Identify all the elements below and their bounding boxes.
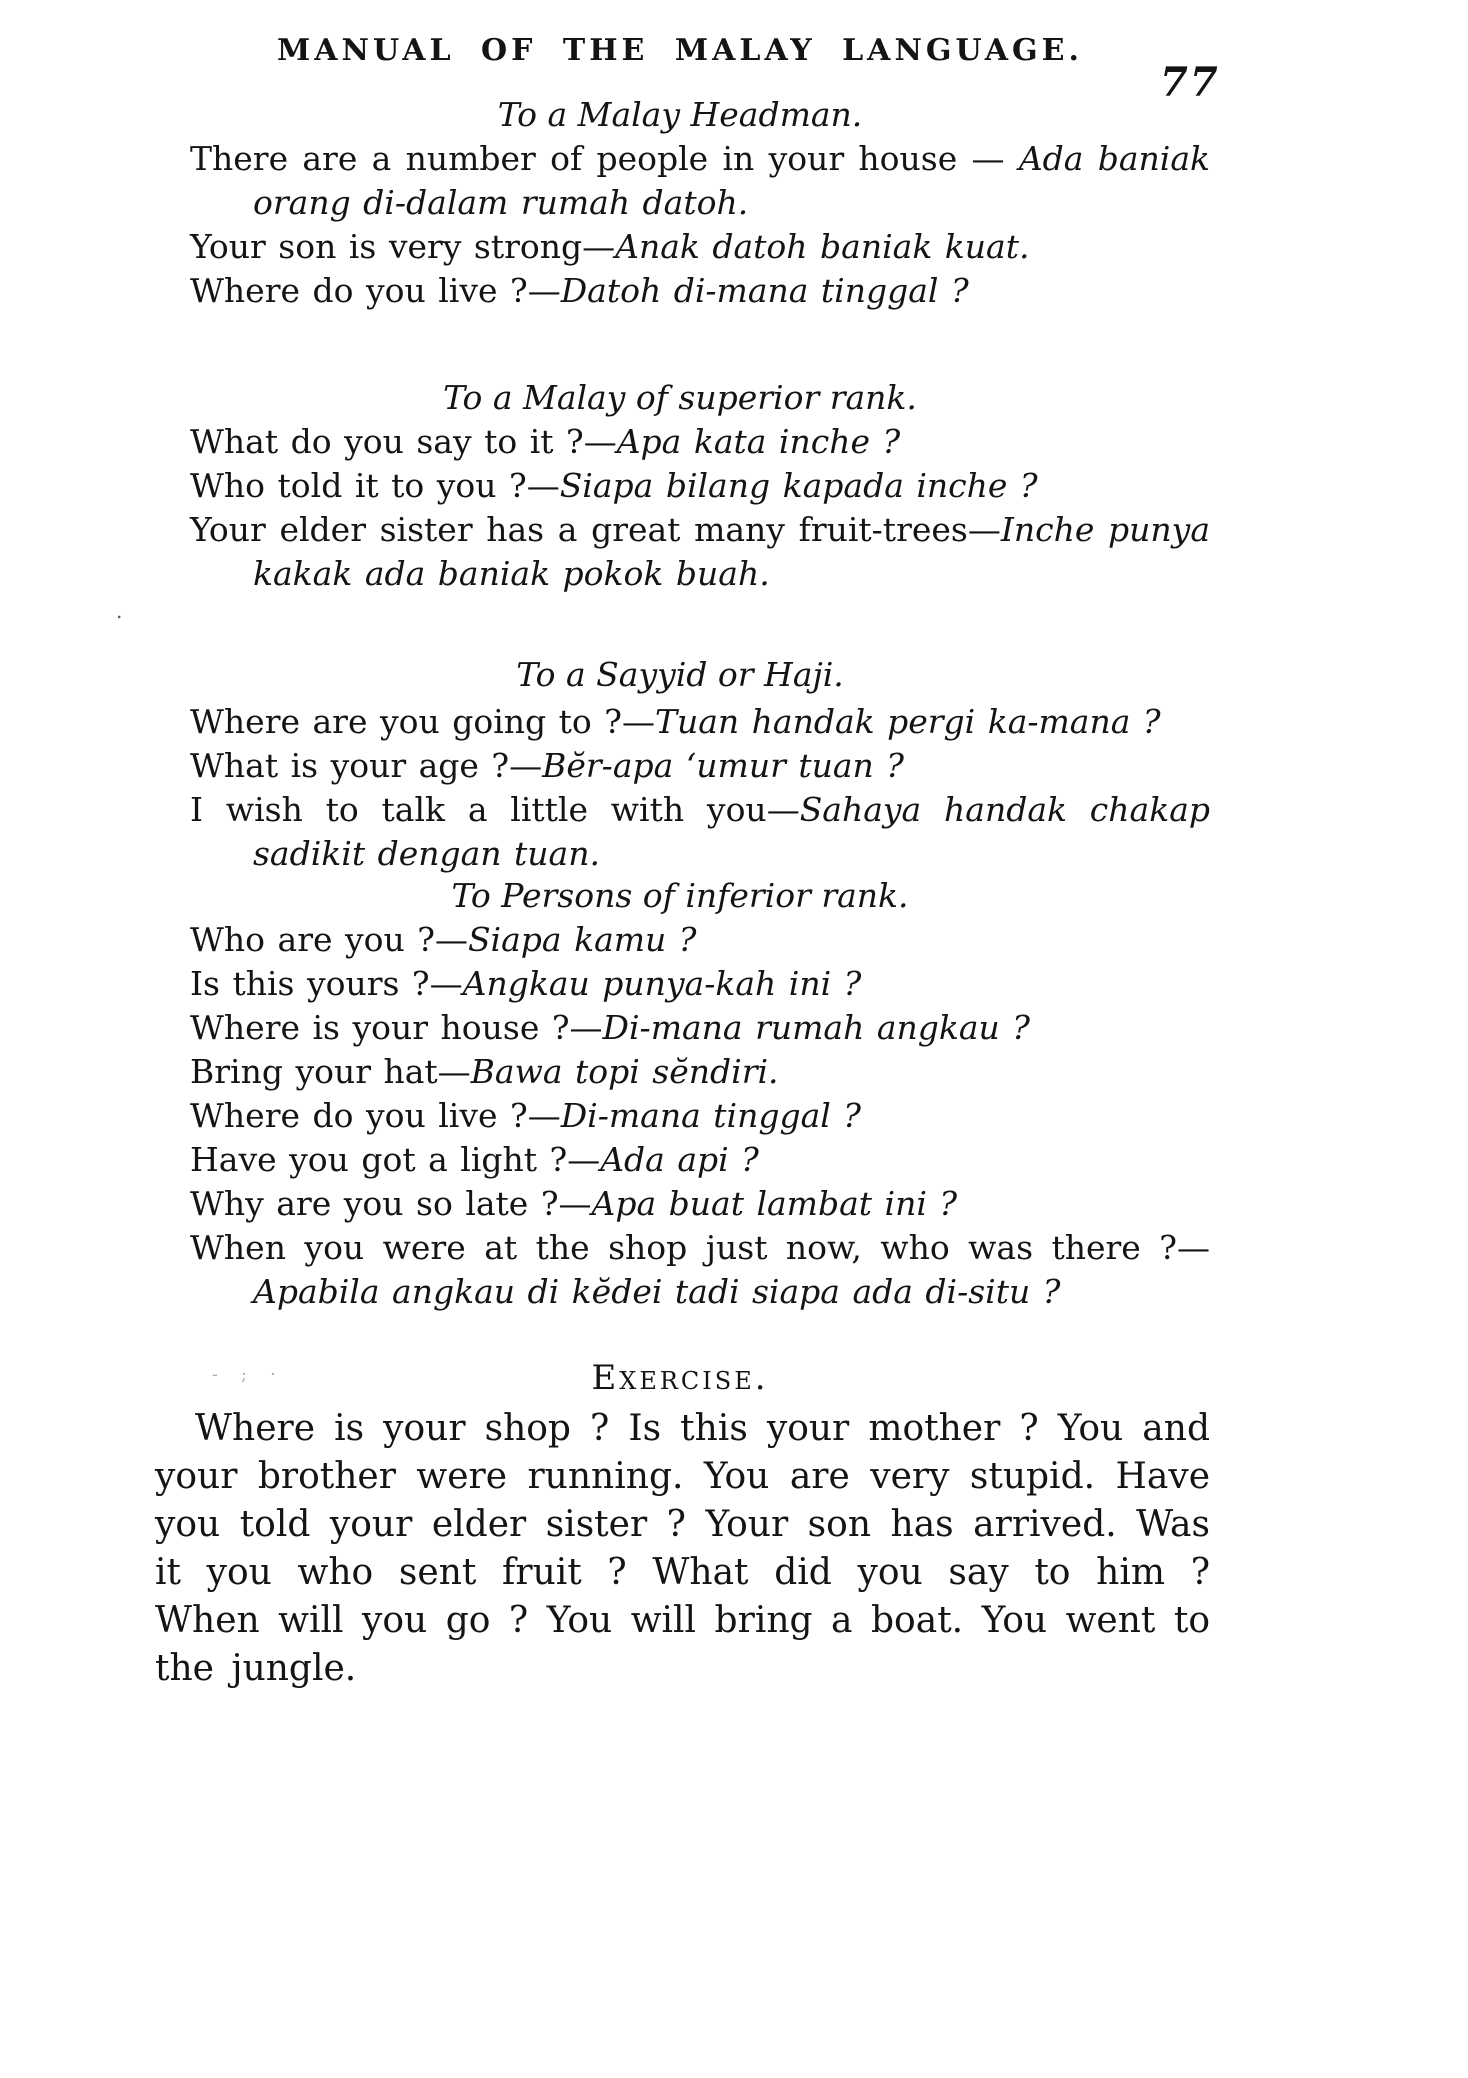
malay-phrase: Ada baniak orang di-dalam rumah datoh. (253, 139, 1211, 222)
malay-phrase: Inche punya kakak ada baniak pokok buah. (253, 510, 1210, 593)
english-phrase: There are a number of people in your house — (190, 139, 1019, 178)
phrase-line (190, 137, 1210, 225)
english-phrase: Why are you so late ?— (190, 1184, 592, 1223)
malay-phrase: Siapa bilang kapada inche ? (559, 466, 1038, 505)
scan-artifact-dot: . (116, 599, 123, 623)
malay-phrase: Datoh di-mana tinggal ? (560, 271, 969, 310)
malay-phrase: Ada api ? (600, 1140, 759, 1179)
english-phrase: Who told it to you ?— (190, 466, 560, 505)
phrase-list-inferior-rank (190, 918, 1210, 1314)
malay-phrase: Bawa topi sĕndiri. (470, 1052, 779, 1091)
english-phrase: Who are you ?— (190, 920, 468, 959)
malay-phrase: Di-mana tinggal ? (560, 1096, 861, 1135)
english-phrase: Your son is very strong— (190, 227, 616, 266)
malay-phrase: Siapa kamu ? (467, 920, 697, 959)
phrase-line (190, 225, 1210, 269)
malay-phrase: Apabila angkau di kĕdei tadi siapa ada di-situ ? (253, 1272, 1061, 1311)
phrase-line (190, 464, 1210, 508)
english-phrase: What do you say to it ?— (190, 422, 617, 461)
malay-phrase: Angkau punya-kah ini ? (462, 964, 862, 1003)
malay-phrase: Sahaya handak chakap sadikit dengan tuan. (253, 790, 1211, 873)
phrase-line (190, 744, 1210, 788)
running-header: MANUAL OF THE MALAY LANGUAGE. (277, 33, 1083, 68)
phrase-line (190, 1094, 1210, 1138)
exercise-paragraph: Where is your shop ? Is this your mother ? You and your brother were running. You are very stupid. Have you told your elder sister ? Your son has arrived. Was it you who sent fruit ? What did you say to him ? When will you go ? You will bring a boat. You went to the jungle. (155, 1408, 1210, 1689)
phrase-line (190, 420, 1210, 464)
phrase-line (190, 788, 1210, 876)
phrase-line (190, 1006, 1210, 1050)
section-title-malay-headman: To a Malay Headman. (497, 95, 863, 134)
exercise-heading: Exercise. (591, 1358, 769, 1398)
phrase-line (190, 508, 1210, 596)
english-phrase: Your elder sister has a great many fruit-trees— (190, 510, 1001, 549)
english-phrase: Where are you going to ?— (190, 702, 655, 741)
phrase-list-sayyid-haji (190, 700, 1210, 876)
phrase-line (190, 1138, 1210, 1182)
english-phrase: What is your age ?— (190, 746, 543, 785)
phrase-line (190, 962, 1210, 1006)
english-phrase: Have you got a light ?— (190, 1140, 601, 1179)
english-phrase: Is this yours ?— (190, 964, 463, 1003)
phrase-line (190, 1182, 1210, 1226)
english-phrase: When you were at the shop just now, who was there ?— (190, 1228, 1210, 1267)
malay-phrase: Bĕr-apa ʻumur tuan ? (542, 746, 904, 785)
phrase-line (190, 269, 1210, 313)
phrase-line (190, 1050, 1210, 1094)
phrase-line (190, 918, 1210, 962)
english-phrase: Where is your house ?— (190, 1008, 603, 1047)
phrase-list-superior-rank (190, 420, 1210, 596)
english-phrase: Where do you live ?— (190, 1096, 561, 1135)
english-phrase: Bring your hat— (190, 1052, 471, 1091)
malay-phrase: Apa buat lambat ini ? (591, 1184, 958, 1223)
malay-phrase: Anak datoh baniak kuat. (615, 227, 1030, 266)
phrase-line (190, 1226, 1210, 1314)
english-phrase: Where do you live ?— (190, 271, 561, 310)
section-title-superior-rank: To a Malay of superior rank. (443, 378, 917, 417)
phrase-line (190, 700, 1210, 744)
section-title-sayyid-haji: To a Sayyid or Haji. (516, 655, 844, 694)
section-title-inferior-rank: To Persons of inferior rank. (451, 876, 909, 915)
scan-artifact-smudge: - ; · (212, 1365, 285, 1385)
phrase-list-malay-headman (190, 137, 1210, 313)
malay-phrase: Tuan handak pergi ka-mana ? (654, 702, 1161, 741)
english-phrase: I wish to talk a little with you— (190, 790, 800, 829)
malay-phrase: Apa kata inche ? (616, 422, 901, 461)
page-number: 77 (1160, 59, 1220, 106)
malay-phrase: Di-mana rumah angkau ? (602, 1008, 1030, 1047)
